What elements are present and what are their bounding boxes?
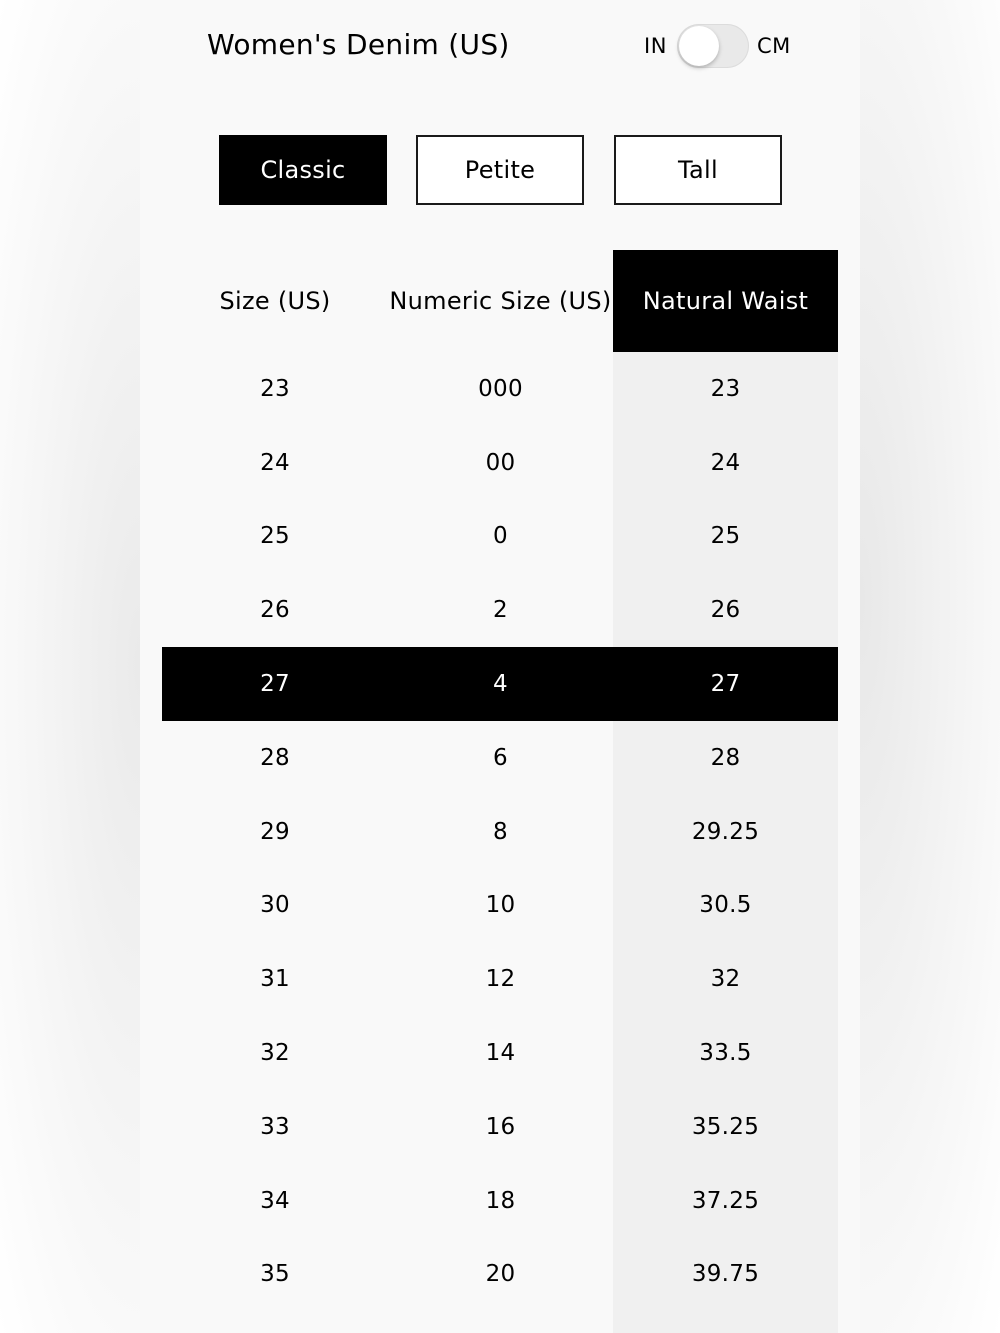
table-row[interactable] bbox=[162, 1090, 838, 1164]
cell-natural-waist: 24 bbox=[710, 449, 741, 476]
cell-size: 26 bbox=[260, 597, 290, 624]
table-row[interactable] bbox=[162, 500, 838, 574]
size-chart-panel bbox=[140, 0, 860, 1333]
cell-size: 35 bbox=[260, 1261, 290, 1288]
cell-size: 24 bbox=[260, 449, 290, 476]
cell-natural-waist: 35.25 bbox=[691, 1113, 760, 1140]
table-body bbox=[162, 352, 838, 1311]
table-row[interactable] bbox=[162, 721, 838, 795]
left-backdrop bbox=[0, 0, 140, 1333]
table-row[interactable] bbox=[162, 352, 838, 426]
cell-size: 28 bbox=[260, 744, 290, 771]
column-header-natural-waist[interactable]: Natural Waist bbox=[613, 250, 838, 352]
tab-classic[interactable]: Classic bbox=[219, 135, 387, 205]
cell-natural-waist: 25 bbox=[710, 523, 741, 550]
right-backdrop bbox=[860, 0, 1000, 1333]
toggle-knob bbox=[679, 26, 719, 66]
cell-natural-waist: 30.5 bbox=[699, 892, 752, 919]
table-row[interactable] bbox=[162, 869, 838, 943]
cell-numeric-size: 00 bbox=[485, 449, 516, 476]
table-row[interactable] bbox=[162, 795, 838, 869]
table-row[interactable] bbox=[162, 942, 838, 1016]
tab-tall[interactable]: Tall bbox=[614, 135, 782, 205]
cell-numeric-size: 10 bbox=[485, 892, 516, 919]
column-header-size[interactable]: Size (US) bbox=[219, 287, 331, 315]
cell-size: 31 bbox=[260, 966, 290, 993]
size-chart-header bbox=[140, 0, 860, 95]
unit-centimeters-label[interactable]: CM bbox=[757, 34, 791, 58]
cell-natural-waist: 26 bbox=[710, 597, 741, 624]
cell-size: 32 bbox=[260, 1040, 290, 1067]
cell-natural-waist: 23 bbox=[710, 375, 741, 402]
table-row[interactable] bbox=[162, 1238, 838, 1312]
cell-size: 27 bbox=[260, 671, 290, 698]
cell-size: 30 bbox=[260, 892, 290, 919]
unit-toggle[interactable] bbox=[677, 24, 749, 68]
cell-natural-waist: 29.25 bbox=[691, 818, 760, 845]
cell-natural-waist: 32 bbox=[710, 966, 741, 993]
cell-numeric-size: 16 bbox=[485, 1113, 516, 1140]
cell-numeric-size: 0 bbox=[493, 523, 508, 550]
cell-size: 25 bbox=[260, 523, 290, 550]
size-table bbox=[162, 250, 838, 1311]
table-row[interactable] bbox=[162, 1164, 838, 1238]
cell-numeric-size: 6 bbox=[493, 744, 508, 771]
table-header bbox=[162, 250, 838, 352]
table-row-selected[interactable] bbox=[162, 647, 838, 721]
page-title: Women's Denim (US) bbox=[207, 28, 510, 61]
cell-numeric-size: 12 bbox=[485, 966, 516, 993]
tab-petite[interactable]: Petite bbox=[416, 135, 584, 205]
cell-numeric-size: 000 bbox=[478, 375, 523, 402]
cell-natural-waist: 27 bbox=[710, 671, 741, 698]
cell-size: 23 bbox=[260, 375, 290, 402]
cell-numeric-size: 2 bbox=[493, 597, 508, 624]
cell-natural-waist: 39.75 bbox=[691, 1261, 760, 1288]
cell-size: 29 bbox=[260, 818, 290, 845]
table-row[interactable] bbox=[162, 573, 838, 647]
column-header-numeric-size[interactable]: Numeric Size (US) bbox=[389, 287, 612, 315]
cell-natural-waist: 28 bbox=[710, 744, 741, 771]
cell-numeric-size: 18 bbox=[485, 1187, 516, 1214]
cell-size: 34 bbox=[260, 1187, 290, 1214]
cell-numeric-size: 14 bbox=[485, 1040, 516, 1067]
cell-numeric-size: 20 bbox=[485, 1261, 516, 1288]
cell-numeric-size: 4 bbox=[493, 671, 508, 698]
cell-size: 33 bbox=[260, 1113, 290, 1140]
unit-inches-label[interactable]: IN bbox=[644, 34, 667, 58]
cell-natural-waist: 37.25 bbox=[691, 1187, 760, 1214]
cell-numeric-size: 8 bbox=[493, 818, 508, 845]
table-row[interactable] bbox=[162, 1016, 838, 1090]
table-row[interactable] bbox=[162, 426, 838, 500]
cell-natural-waist: 33.5 bbox=[699, 1040, 752, 1067]
